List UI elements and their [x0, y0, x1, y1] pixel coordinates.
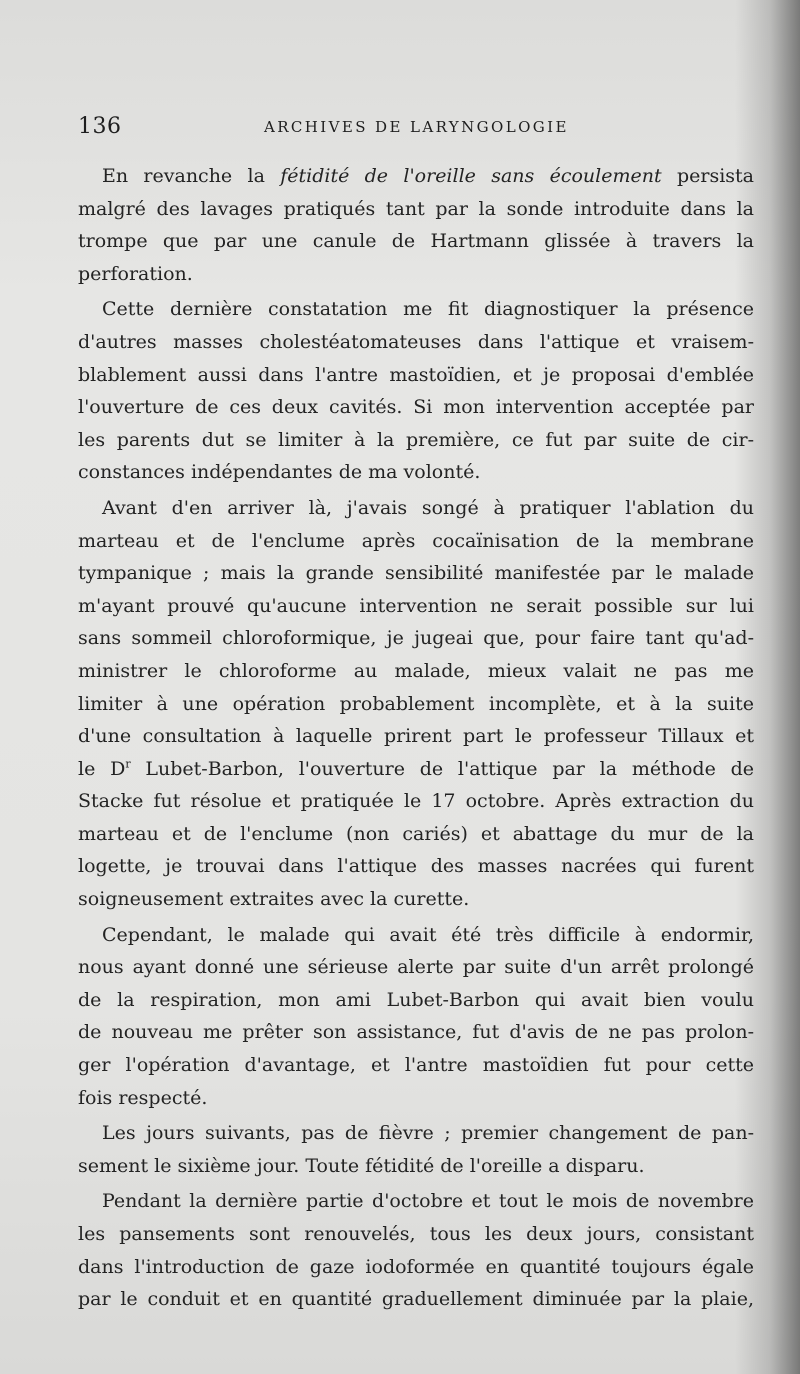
- text-line: blablement aussi dans l'antre mastoïdien, et je proposai d'emblée: [78, 363, 754, 386]
- paragraph: [78, 492, 754, 916]
- paragraph: [78, 293, 754, 489]
- text-line: Cependant, le malade qui avait été très difficile à endormir,: [102, 923, 754, 946]
- paragraph: [78, 919, 754, 1115]
- body-text: [78, 160, 754, 1316]
- page-number: 136: [78, 114, 122, 139]
- text-line: ministrer le chloroforme au malade, mieux valait ne pas me: [78, 659, 754, 682]
- paragraph: [78, 160, 754, 290]
- text-line: les pansements sont renouvelés, tous les deux jours, consistant: [78, 1223, 754, 1245]
- text-line: dans l'introduction de gaze iodoformée en quantité toujours égale: [78, 1255, 754, 1278]
- text-line: Les jours suivants, pas de fièvre ; premier changement de pan-: [102, 1122, 754, 1145]
- text-line: logette, je trouvai dans l'attique des masses nacrées qui furent: [78, 855, 754, 878]
- text-line: Avant d'en arriver là, j'avais songé à pratiquer l'ablation du: [102, 496, 754, 519]
- emphasis-text: fétidité de l'oreille sans écoulement: [280, 165, 662, 187]
- text-line: En revanche la fétidité de l'oreille sans écoulement persista: [102, 165, 754, 187]
- text-line: les parents dut se limiter à la première, ce fut par suite de cir-: [78, 428, 754, 451]
- text-line: Stacke fut résolue et pratiquée le 17 octobre. Après extraction du: [78, 790, 754, 813]
- text-line: perforation.: [78, 262, 193, 285]
- text-line: de nouveau me prêter son assistance, fut d'avis de ne pas prolon-: [78, 1021, 754, 1044]
- text-line: par le conduit et en quantité graduellement diminuée par la plaie,: [78, 1288, 754, 1311]
- text-line: limiter à une opération probablement incomplète, et à la suite: [78, 692, 754, 715]
- text-line: soigneusement extraites avec la curette.: [78, 888, 470, 911]
- superscript: r: [125, 757, 131, 771]
- text-line: tympanique ; mais la grande sensibilité manifestée par le malade: [78, 562, 754, 585]
- text-line: Pendant la dernière partie d'octobre et tout le mois de novembre: [102, 1190, 754, 1213]
- text-line: trompe que par une canule de Hartmann glissée à travers la: [78, 230, 754, 253]
- text-line: marteau et de l'enclume après cocaïnisation de la membrane: [78, 529, 754, 552]
- text-line: d'autres masses cholestéatomateuses dans l'attique et vraisem-: [78, 330, 754, 353]
- text-line: fois respecté.: [78, 1086, 208, 1109]
- text-line: sans sommeil chloroformique, je jugeai que, pour faire tant qu'ad-: [78, 627, 754, 650]
- text-line: de la respiration, mon ami Lubet-Barbon qui avait bien voulu: [78, 988, 754, 1011]
- paragraph: [78, 1117, 754, 1182]
- text-line: le $D^r$ Lubet-Barbon, l'ouverture de l'attique par la méthode de: [78, 757, 755, 780]
- text-line: nous ayant donné une sérieuse alerte par suite d'un arrêt prolongé: [78, 956, 754, 979]
- text-line: ger l'opération d'avantage, et l'antre mastoïdien fut pour cette: [78, 1054, 754, 1077]
- text-line: sement le sixième jour. Toute fétidité de l'oreille a disparu.: [78, 1154, 645, 1177]
- text-line: constances indépendantes de ma volonté.: [78, 461, 481, 484]
- running-title: ARCHIVES DE LARYNGOLOGIE: [264, 118, 569, 136]
- text-line: d'une consultation à laquelle prirent part le professeur Tillaux et: [78, 725, 754, 748]
- text-line: marteau et de l'enclume (non cariés) et abattage du mur de la: [78, 822, 754, 845]
- text-line: malgré des lavages pratiqués tant par la sonde introduite dans la: [78, 197, 754, 220]
- text-line: m'ayant prouvé qu'aucune intervention ne serait possible sur lui: [78, 594, 754, 617]
- text-line: Cette dernière constatation me fit diagnostiquer la présence: [102, 298, 754, 321]
- page-header: [78, 114, 768, 144]
- text-line: l'ouverture de ces deux cavités. Si mon intervention acceptée par: [78, 396, 754, 419]
- paragraph: [78, 1185, 754, 1315]
